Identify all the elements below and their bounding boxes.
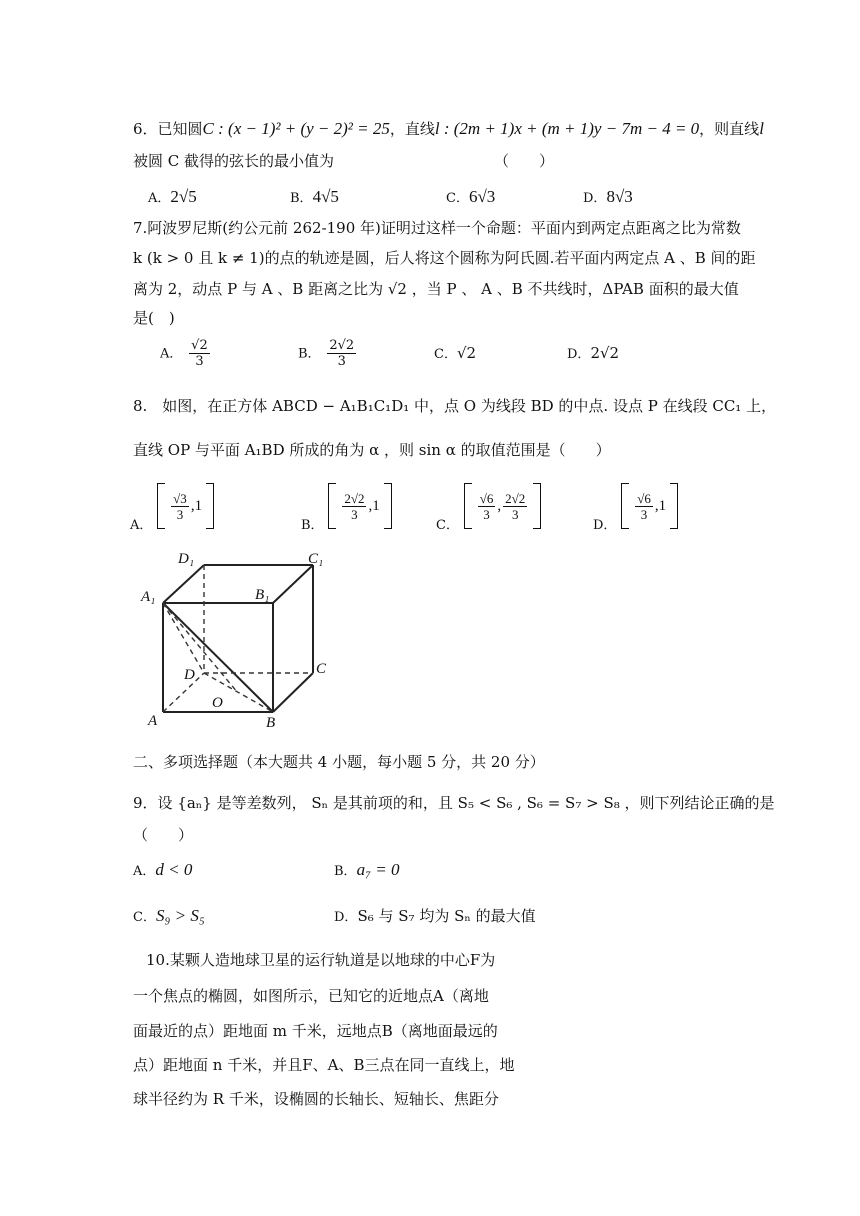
fraction <box>635 491 653 522</box>
option-label: C． <box>434 347 457 362</box>
option-value: 2√2 <box>590 344 620 362</box>
label-d1: D₁ <box>178 551 195 567</box>
option-label: B． <box>298 346 321 362</box>
q7-option-d <box>567 342 619 366</box>
q6-option-b <box>290 186 339 210</box>
interval: $\frac{√6}{3}$ , $\frac{2√2}{3}$ <box>464 483 542 529</box>
fraction <box>503 491 527 522</box>
fraction-numerator: √2 <box>191 338 208 353</box>
edge-b1c1 <box>273 565 313 603</box>
left-bracket <box>328 483 336 529</box>
q8-option-d <box>593 483 678 537</box>
option-label: D． <box>593 518 617 533</box>
fraction-numerator: √6 <box>479 490 494 506</box>
interval-upper: 1 <box>194 498 203 514</box>
fraction-denominator: 3 <box>640 506 648 522</box>
label-b1: B₁ <box>255 587 270 603</box>
option-label: A． <box>133 864 156 879</box>
left-bracket <box>621 483 629 529</box>
option-fraction <box>327 338 356 369</box>
option-value: d < 0 <box>155 860 193 879</box>
label-c: C <box>316 661 327 677</box>
q6-text-mid: ，直线 <box>389 120 435 138</box>
q7-option-b <box>298 338 358 369</box>
fraction-numerator: 2√2 <box>344 490 365 506</box>
right-bracket <box>670 483 678 529</box>
q9-line1: 9．设 {aₙ} 是等差数列， Sₙ 是其前项的和，且 S₅ < S₆ , S₆ = S₇ > S₈ ，则下列结论正确的是 <box>133 794 775 812</box>
interval: $\frac{2√2}{3}$ , 1 <box>328 483 391 529</box>
option-value: √2 <box>456 344 477 362</box>
q6-circle-equation: C : (x − 1)² + (y − 2)² = 25 <box>202 119 390 138</box>
q9-line2: （ ） <box>133 826 194 844</box>
option-value: a₇ = 0 <box>356 860 400 879</box>
q10-line5: 球半径约为 R 千米，设椭圆的长轴长、短轴长、焦距分 <box>133 1090 499 1108</box>
option-value: 8√3 <box>606 187 633 206</box>
q7-option-c <box>434 342 476 366</box>
q7-line4: 是( ) <box>133 309 175 327</box>
q6-text: 6．已知圆 <box>133 120 203 138</box>
fraction-denominator: 3 <box>511 506 519 522</box>
interval-upper: 1 <box>372 498 380 514</box>
option-value: 6√3 <box>468 187 496 206</box>
q6-paren: （ ） <box>494 152 555 170</box>
fraction-numerator: 2√2 <box>505 490 526 506</box>
option-label: B． <box>301 518 324 533</box>
hidden-a1o <box>163 603 238 693</box>
edge-bc <box>273 673 313 712</box>
label-b: B <box>266 715 276 730</box>
q9-option-b <box>334 859 399 883</box>
q6-line-var: l <box>759 119 764 138</box>
option-label: A． <box>148 191 171 206</box>
option-label: D． <box>567 347 591 362</box>
left-bracket <box>464 483 472 529</box>
q8-line2: 直线 OP 与平面 A₁BD 所成的角为 α ，则 sin α 的取值范围是（ ） <box>133 441 611 459</box>
option-label: D． <box>583 191 607 206</box>
left-bracket <box>157 483 165 529</box>
interval: $\frac{√3}{3}$ , 1 <box>157 483 214 529</box>
q6-text-2: 被圆 C 截得的弦长的最小值为 <box>133 152 335 170</box>
q6-option-a <box>148 186 197 210</box>
label-c1: C₁ <box>308 551 324 567</box>
right-bracket <box>384 483 392 529</box>
fraction-numerator: √3 <box>173 490 187 506</box>
fraction-denominator: 3 <box>337 354 346 369</box>
interval-upper: 1 <box>658 498 667 514</box>
fraction-denominator: 3 <box>483 506 490 522</box>
q10-line3: 面最近的点）距地面 m 千米，远地点B（离地面最远的 <box>133 1022 498 1040</box>
option-fraction <box>189 338 210 369</box>
q9-option-d <box>334 905 536 929</box>
fraction-numerator: 2√2 <box>329 338 355 353</box>
section-2-heading: 二、多项选择题（本大题共 4 小题，每小题 5 分，共 20 分） <box>133 753 545 771</box>
option-label: B． <box>334 864 357 879</box>
option-label: A． <box>130 518 153 533</box>
option-value: 2√5 <box>170 187 197 206</box>
q9-option-c <box>133 905 205 929</box>
q10-line4: 点）距地面 n 千米，并且F、A、B三点在同一直线上，地 <box>133 1056 515 1074</box>
option-value: 4√5 <box>312 187 339 206</box>
option-value: S₉ > S₅ <box>155 906 205 925</box>
q6-line1 <box>133 118 764 140</box>
fraction-numerator: √6 <box>637 490 651 506</box>
fraction-denominator: 3 <box>176 506 184 522</box>
q8-option-c <box>436 483 541 537</box>
edge-a1d1 <box>163 565 204 603</box>
label-d: D <box>184 667 195 683</box>
option-label: C． <box>133 910 156 925</box>
interval: $\frac{√6}{3}$ , 1 <box>621 483 678 529</box>
fraction <box>171 491 189 522</box>
fraction <box>478 491 496 522</box>
q6-option-c <box>446 186 495 210</box>
option-label: D． <box>334 910 358 925</box>
option-label: A． <box>160 346 183 362</box>
q6-text-suffix: ，则直线 <box>699 120 760 138</box>
q8-option-a <box>130 483 214 537</box>
q7-line1: 7.阿波罗尼斯(约公元前 262-190 年)证明过这样一个命题：平面内到两定点距离之比为常数 <box>133 219 741 237</box>
option-label: C． <box>446 191 469 206</box>
q10-line2: 一个焦点的椭圆，如图所示，已知它的近地点A（离地 <box>133 987 489 1005</box>
q7-line2: k (k > 0 且 k ≠ 1)的点的轨迹是圆，后人将这个圆称为阿氏圆.若平面内两定点 A 、B 间的距 <box>133 249 756 267</box>
option-label: C． <box>436 518 459 533</box>
cube-figure <box>138 545 338 730</box>
label-o: O <box>212 695 223 711</box>
q6-line2 <box>133 150 334 172</box>
fraction <box>342 491 366 522</box>
right-bracket <box>206 483 214 529</box>
label-a1: A₁ <box>141 589 156 605</box>
q7-option-a <box>160 338 212 369</box>
q7-line3: 离为 2，动点 P 与 A 、B 距离之比为 √2 ，当 P 、 A 、B 不共线时，ΔPAB 面积的最大值 <box>133 280 739 298</box>
q6-line-equation: l : (2m + 1)x + (m + 1)y − 7m − 4 = 0 <box>434 119 700 138</box>
q9-option-a <box>133 859 192 883</box>
q8-line1: 8. 如图，在正方体 ABCD − A₁B₁C₁D₁ 中，点 O 为线段 BD 的中点. 设点 P 在线段 CC₁ 上， <box>133 397 777 415</box>
q8-option-b <box>301 483 392 537</box>
label-a: A <box>148 713 158 729</box>
fraction-denominator: 3 <box>195 354 204 369</box>
q10-line1: 10.某颗人造地球卫星的运行轨道是以地球的中心F为 <box>146 951 496 969</box>
fraction-denominator: 3 <box>351 506 358 522</box>
option-label: B． <box>290 191 313 206</box>
right-bracket <box>533 483 541 529</box>
option-value: S₆ 与 S₇ 均为 Sₙ 的最大值 <box>357 907 536 925</box>
q6-option-d <box>583 186 633 210</box>
